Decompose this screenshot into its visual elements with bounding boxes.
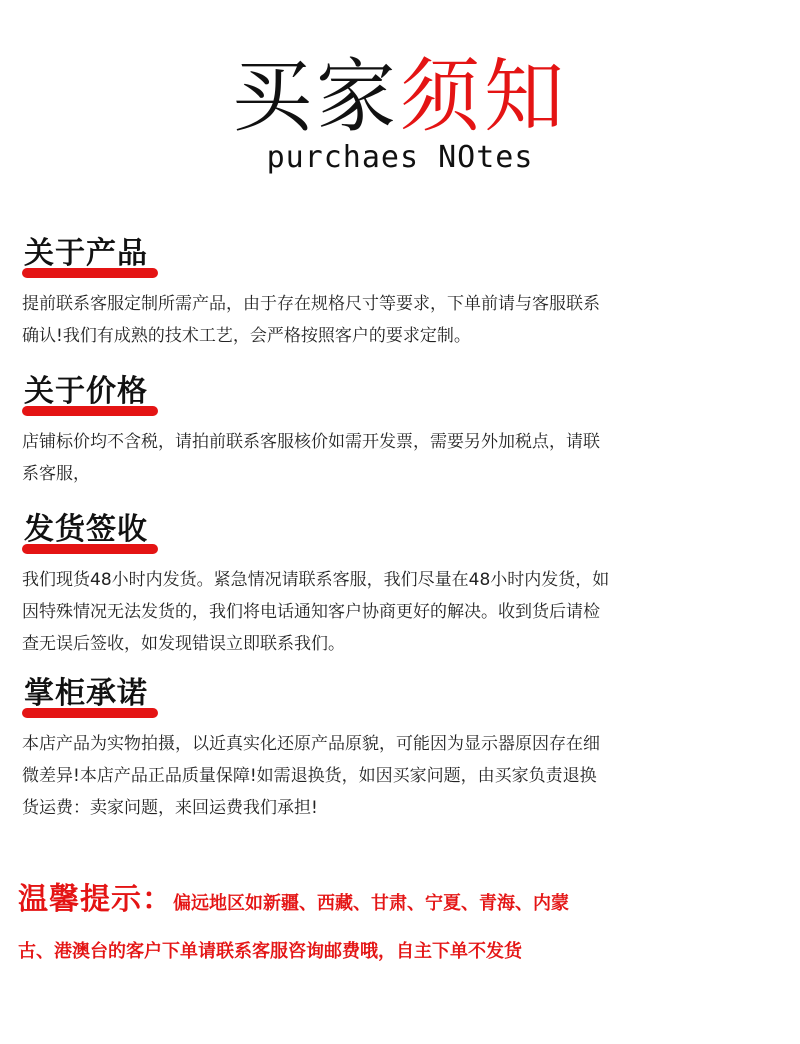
section-heading-text: 发货签收 xyxy=(24,512,148,547)
section-about-price xyxy=(22,374,642,490)
section-heading xyxy=(22,236,158,278)
section-body: 店铺标价均不含税，请拍前联系客服核价如需开发票，需要另外加税点，请联 系客服， xyxy=(22,432,600,484)
section-shipping-receipt xyxy=(22,512,642,660)
section-body: 提前联系客服定制所需产品，由于存在规格尺寸等要求，下单前请与客服联系 确认!我们有成熟的技术工艺，会严格按照客户的要求定制。 xyxy=(22,294,600,346)
section-heading-text: 掌柜承诺 xyxy=(24,676,148,711)
section-body: 我们现货48小时内发货。紧急情况请联系客服，我们尽量在48小时内发货，如 因特殊情况无法发货的，我们将电话通知客户协商更好的解决。收到货后请检 查无误后签收，如发现错误立即联系我们。 xyxy=(22,570,610,654)
section-shop-promise xyxy=(22,676,642,824)
title-red-part: 须知 xyxy=(400,50,568,143)
warm-tip-text: 偏远地区如新疆、西藏、甘肃、宁夏、青海、内蒙 古、港澳台的客户下单请联系客服咨询邮费哦，自主下单不发货 xyxy=(18,893,569,962)
section-heading xyxy=(22,512,158,554)
title-black-part: 买家 xyxy=(232,50,400,143)
section-about-product xyxy=(22,236,642,352)
section-body: 本店产品为实物拍摄，以近真实化还原产品原貌，可能因为显示器原因存在细 微差异!本店产品正品质量保障!如需退换货，如因买家问题，由买家负责退换 货运费：卖家问题，来回运费我们承担! xyxy=(22,734,600,818)
page-title xyxy=(0,52,800,142)
section-heading-text: 关于价格 xyxy=(24,374,148,409)
warm-tip-label: 温馨提示： xyxy=(18,882,173,917)
section-heading xyxy=(22,676,158,718)
warm-tip xyxy=(18,876,698,976)
section-heading xyxy=(22,374,158,416)
section-heading-text: 关于产品 xyxy=(24,236,148,271)
page-subtitle: purchaes NOtes xyxy=(266,140,534,175)
